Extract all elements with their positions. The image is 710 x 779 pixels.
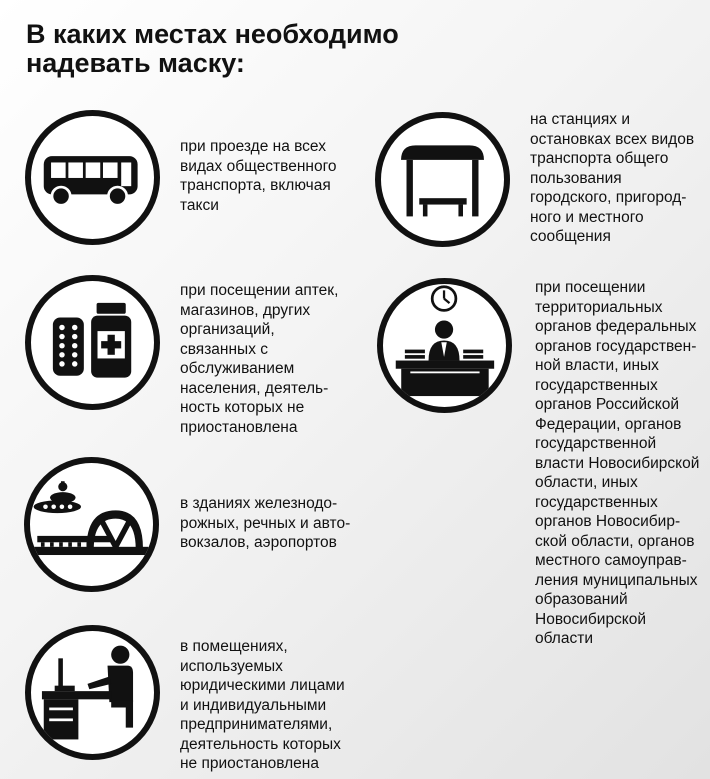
terminal-icon — [24, 457, 159, 592]
bus-icon — [25, 110, 160, 245]
text-line: видах общественного — [180, 157, 337, 175]
text-line: вокзалов, аэропортов — [180, 534, 337, 551]
text-line: местного самоуправ- — [535, 552, 687, 569]
text-line: ления муниципальных — [535, 571, 698, 589]
text-line: Федерации, органов — [535, 415, 682, 433]
bus-stop-icon — [375, 112, 510, 247]
title-line-2: надевать маску: — [26, 48, 245, 78]
text-line: в зданиях железнодо- — [180, 495, 338, 512]
text-line: органов Новосибир- — [535, 513, 681, 530]
text-line: государственной — [535, 435, 657, 452]
text-line: власти Новосибирской — [535, 454, 700, 472]
title-line-1: В каких местах необходимо — [26, 19, 399, 49]
text-line: ской области, органов — [535, 532, 695, 550]
text-line: органов федеральных — [535, 318, 697, 335]
item-business-premises-text — [180, 637, 345, 774]
text-line: ность которых не — [180, 399, 305, 416]
text-line: ного и местного — [530, 208, 644, 226]
text-line: государственных — [535, 493, 658, 511]
text-line: населения, деятель- — [180, 379, 329, 397]
text-line: Новосибирской — [535, 610, 647, 628]
text-line: территориальных — [535, 298, 663, 316]
text-line: образований — [535, 591, 628, 608]
office-worker-icon — [25, 625, 160, 760]
item-transport-stops-text — [530, 110, 694, 247]
text-line: пользования — [530, 169, 622, 187]
page-title — [26, 20, 446, 78]
text-line: приостановлена — [180, 418, 298, 436]
text-line: используемых — [180, 657, 283, 675]
text-line: организаций, — [180, 321, 275, 338]
text-line: органов Российской — [535, 396, 679, 413]
text-line: деятельность которых — [180, 735, 341, 753]
text-line: области, иных — [535, 474, 638, 491]
text-line: при посещении аптек, — [180, 282, 339, 299]
text-line: предпринимателями, — [180, 716, 333, 733]
text-line: городского, пригород- — [530, 189, 687, 206]
text-line: связанных с — [180, 340, 268, 358]
text-line: рожных, речных и авто- — [180, 514, 351, 532]
item-terminals-text — [180, 494, 350, 553]
text-line: на станциях и — [530, 111, 630, 128]
text-line: сообщения — [530, 228, 611, 245]
pharmacy-icon — [25, 275, 160, 410]
text-line: и индивидуальными — [180, 696, 327, 714]
text-line: области — [535, 630, 593, 647]
text-line: транспорта, включая — [180, 177, 331, 194]
text-line: обслуживанием — [180, 360, 295, 377]
item-public-transport-text — [180, 137, 337, 215]
text-line: при проезде на всех — [180, 138, 326, 155]
item-pharmacies-shops-text — [180, 281, 338, 437]
text-line: такси — [180, 196, 219, 214]
item-government-bodies-text — [535, 278, 699, 649]
text-line: не приостановлена — [180, 755, 319, 772]
text-line: транспорта общего — [530, 150, 669, 167]
text-line: при посещении — [535, 279, 646, 296]
text-line: в помещениях, — [180, 638, 288, 655]
text-line: органов государствен- — [535, 337, 697, 355]
text-line: государственных — [535, 376, 658, 394]
text-line: магазинов, других — [180, 301, 311, 319]
text-line: ной власти, иных — [535, 357, 659, 374]
text-line: юридическими лицами — [180, 677, 345, 694]
text-line: остановках всех видов — [530, 130, 695, 148]
government-office-icon — [377, 278, 512, 413]
